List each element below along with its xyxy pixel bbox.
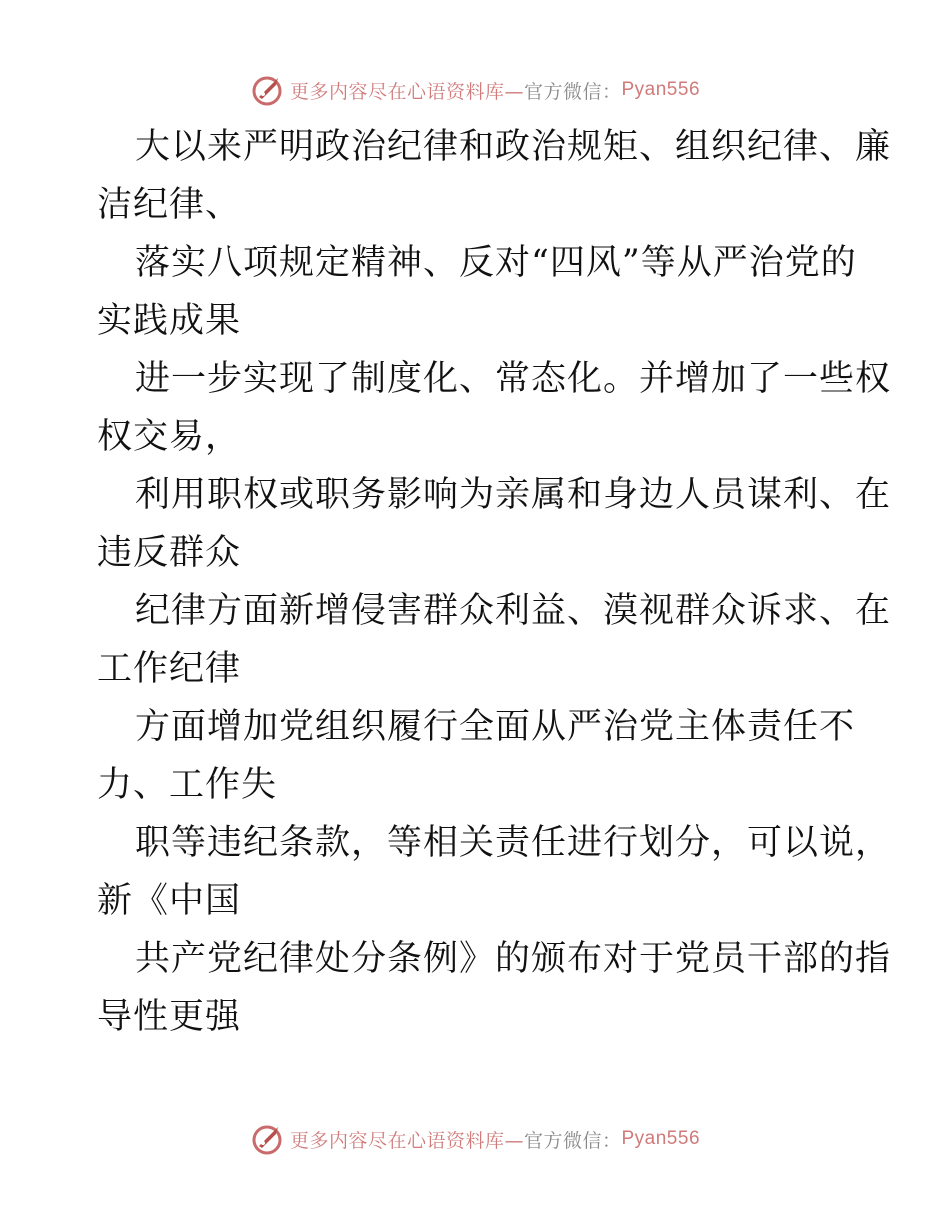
paragraph-line: 权交易， bbox=[97, 417, 242, 457]
watermark-wechat-id: Pyan556 bbox=[621, 79, 701, 100]
paragraph-line: 大以来严明政治纪律和政治规矩、组织纪律、廉 bbox=[135, 127, 892, 167]
watermark-wechat-id: Pyan556 bbox=[621, 1128, 701, 1149]
watermark-wechat-label: 官方微信： bbox=[523, 1129, 622, 1152]
paragraph bbox=[97, 582, 892, 698]
footer-watermark bbox=[0, 1119, 950, 1159]
paragraph-line: 导性更强 bbox=[97, 997, 242, 1037]
paragraph-line: 利用职权或职务影响为亲属和身边人员谋利、在 bbox=[135, 475, 892, 515]
watermark-site-text: 更多内容尽在心语资料库— bbox=[289, 80, 524, 103]
pen-logo-icon bbox=[250, 1122, 284, 1156]
paragraph-line: 纪律方面新增侵害群众利益、漠视群众诉求、在 bbox=[135, 591, 892, 631]
paragraph-line: 新《中国 bbox=[97, 881, 242, 921]
paragraph bbox=[97, 234, 857, 350]
paragraph-line: 违反群众 bbox=[97, 533, 242, 573]
paragraph bbox=[97, 466, 892, 582]
paragraph-line: 职等违纪条款，等相关责任进行划分，可以说， bbox=[135, 823, 892, 863]
header-watermark bbox=[0, 70, 950, 110]
paragraph bbox=[97, 350, 892, 466]
paragraph bbox=[97, 814, 892, 930]
paragraph-line: 方面增加党组织履行全面从严治党主体责任不 bbox=[135, 707, 856, 747]
paragraph-line: 共产党纪律处分条例》的颁布对于党员干部的指 bbox=[135, 939, 892, 979]
paragraph-line: 工作纪律 bbox=[97, 649, 242, 689]
paragraph bbox=[97, 118, 892, 234]
paragraph-line: 进一步实现了制度化、常态化。并增加了一些权 bbox=[135, 359, 892, 399]
paragraph bbox=[97, 930, 892, 1046]
paragraph-line: 实践成果 bbox=[97, 301, 242, 341]
pen-logo-icon bbox=[250, 73, 284, 107]
document-body bbox=[97, 118, 892, 1046]
paragraph-line: 力、工作失 bbox=[97, 765, 278, 805]
paragraph bbox=[97, 698, 857, 814]
watermark-site-text: 更多内容尽在心语资料库— bbox=[289, 1129, 524, 1152]
paragraph-line: 洁纪律、 bbox=[97, 185, 242, 225]
watermark-wechat-label: 官方微信： bbox=[523, 80, 622, 103]
paragraph-line: 落实八项规定精神、反对“四风”等从严治党的 bbox=[135, 243, 857, 283]
